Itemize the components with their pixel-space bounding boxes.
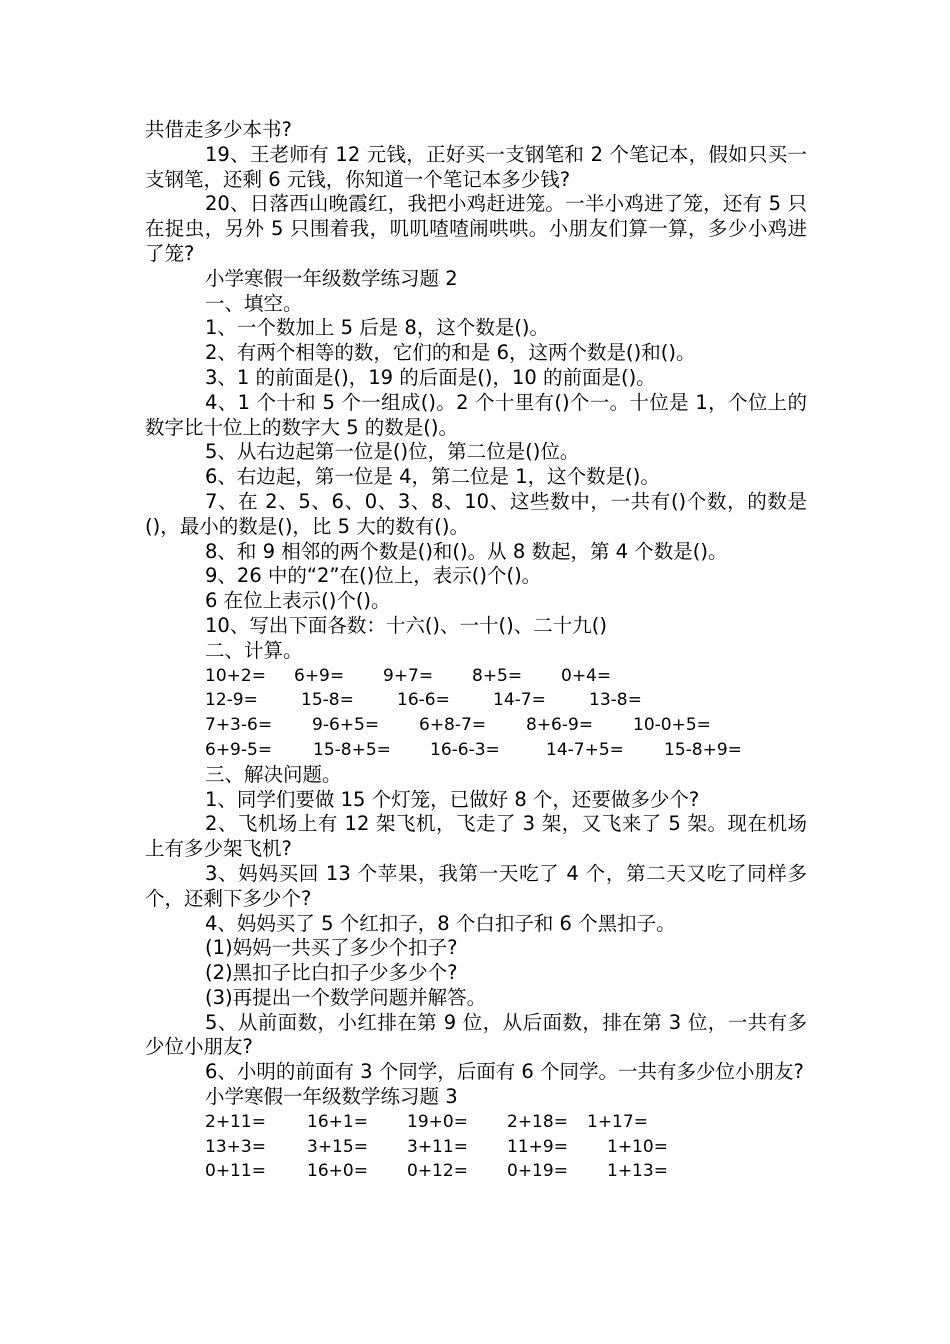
paragraph: 共借走多少本书? (145, 118, 292, 141)
paragraph: 一、填空。 (205, 291, 303, 315)
paragraph: 8、和 9 相邻的两个数是()和()。从 8 数起，第 4 个数是()。 (205, 539, 728, 563)
calc-item: 8+5= (472, 665, 523, 686)
calc-item: 1+10= (607, 1136, 668, 1157)
paragraph: (2)黑扣子比白扣子少多少个? (205, 961, 458, 985)
paragraph: 4、妈妈买了 5 个红扣子，8 个白扣子和 6 个黑扣子。 (205, 911, 676, 935)
calc-item: 0+12= (407, 1161, 468, 1182)
calc-item: 15-8+9= (664, 739, 742, 760)
calc-item: 3+11= (407, 1136, 468, 1157)
calc-row (145, 1110, 807, 1135)
paragraph: 2、飞机场上有 12 架飞机，飞走了 3 架，又飞来了 5 架。现在机场上有多少架飞机? (145, 812, 807, 861)
calc-item: 19+0= (407, 1111, 468, 1132)
calc-item: 0+19= (507, 1161, 568, 1182)
paragraph: 二、计算。 (205, 638, 303, 662)
calc-item: 13-8= (589, 690, 642, 711)
calc-item: 6+9-5= (205, 739, 273, 760)
calc-item: 6+8-7= (419, 715, 487, 736)
calc-item: 11+9= (507, 1136, 568, 1157)
paragraph: 小学寒假一年级数学练习题 3 (205, 1085, 458, 1109)
paragraph: 小学寒假一年级数学练习题 2 (205, 266, 458, 290)
calc-item: 12-9= (205, 690, 258, 711)
paragraph: 9、26 中的“2”在()位上，表示()个()。 (205, 564, 542, 588)
paragraph: (3)再提出一个数学问题并解答。 (205, 985, 487, 1009)
paragraph: 5、从右边起第一位是()位，第二位是()位。 (205, 440, 580, 464)
calc-item: 7+3-6= (205, 715, 273, 736)
calc-item: 14-7= (493, 690, 546, 711)
calc-item: 10+2= (205, 665, 266, 686)
calc-item: 6+9= (294, 665, 345, 686)
calc-item: 15-8+5= (313, 739, 391, 760)
paragraph: 3、妈妈买回 13 个苹果，我第一天吃了 4 个，第二天又吃了同样多个，还剩下多少个? (145, 861, 807, 910)
calc-item: 8+6-9= (526, 715, 594, 736)
calc-item: 9-6+5= (312, 715, 380, 736)
calc-item: 16-6= (397, 690, 450, 711)
paragraph: 三、解决问题。 (205, 762, 342, 786)
paragraph: 6 在位上表示()个()。 (205, 589, 391, 613)
calc-row (145, 738, 807, 763)
calc-row (145, 713, 807, 738)
paragraph: 6、右边起，第一位是 4，第二位是 1，这个数是()。 (205, 465, 660, 489)
calc-item: 14-7+5= (546, 739, 624, 760)
calculation-rows-2 (145, 1110, 807, 1184)
calc-item: 16-6-3= (430, 739, 500, 760)
calc-row (145, 688, 807, 713)
paragraph: (1)妈妈一共买了多少个扣子? (205, 936, 458, 960)
paragraph: 6、小明的前面有 3 个同学，后面有 6 个同学。一共有多少位小朋友? (205, 1060, 804, 1084)
calc-item: 3+15= (307, 1136, 368, 1157)
calc-item: 16+1= (307, 1111, 368, 1132)
calc-item: 1+17= (587, 1111, 648, 1132)
calc-item: 10-0+5= (633, 715, 711, 736)
paragraph: 2、有两个相等的数，它们的和是 6，这两个数是()和()。 (205, 341, 696, 365)
document-page (145, 118, 807, 1184)
paragraph: 19、王老师有 12 元钱，正好买一支钢笔和 2 个笔记本，假如只买一支钢笔，还剩 6 元钱，你知道一个笔记本多少钱? (145, 142, 807, 191)
calc-item: 0+11= (205, 1161, 266, 1182)
calc-row (145, 1135, 807, 1160)
paragraph: 1、一个数加上 5 后是 8，这个数是()。 (205, 316, 550, 340)
paragraph: 20、日落西山晚霞红，我把小鸡赶进笼。一半小鸡进了笼，还有 5 只在捉虫，另外 5 只围着我，叽叽喳喳闹哄哄。小朋友们算一算，多少小鸡进了笼? (145, 192, 807, 265)
calc-item: 9+7= (383, 665, 434, 686)
calc-item: 0+4= (561, 665, 612, 686)
calculation-rows-1 (145, 664, 807, 763)
calc-item: 2+11= (205, 1111, 266, 1132)
calc-item: 15-8= (301, 690, 354, 711)
paragraph: 4、1 个十和 5 个一组成()。2 个十里有()个一。十位是 1，个位上的数字比十位上的数字大 5 的数是()。 (145, 390, 807, 439)
paragraph: 5、从前面数，小红排在第 9 位，从后面数，排在第 3 位，一共有多少位小朋友? (145, 1010, 807, 1059)
paragraph: 3、1 的前面是()，19 的后面是()，10 的前面是()。 (205, 365, 656, 389)
paragraph: 7、在 2、5、6、0、3、8、10、这些数中，一共有()个数，的数是()，最小的数是()，比 5 大的数有()。 (145, 489, 807, 538)
paragraphs-section-1 (145, 118, 807, 664)
calc-item: 13+3= (205, 1136, 266, 1157)
paragraphs-section-2 (145, 763, 807, 1110)
paragraph: 1、同学们要做 15 个灯笼，已做好 8 个，还要做多少个? (205, 787, 700, 811)
calc-item: 1+13= (607, 1161, 668, 1182)
calc-item: 2+18= (507, 1111, 568, 1132)
calc-row (145, 1159, 807, 1184)
calc-item: 16+0= (307, 1161, 368, 1182)
calc-row (145, 664, 807, 689)
paragraph: 10、写出下面各数：十六()、一十()、二十九() (205, 613, 607, 637)
